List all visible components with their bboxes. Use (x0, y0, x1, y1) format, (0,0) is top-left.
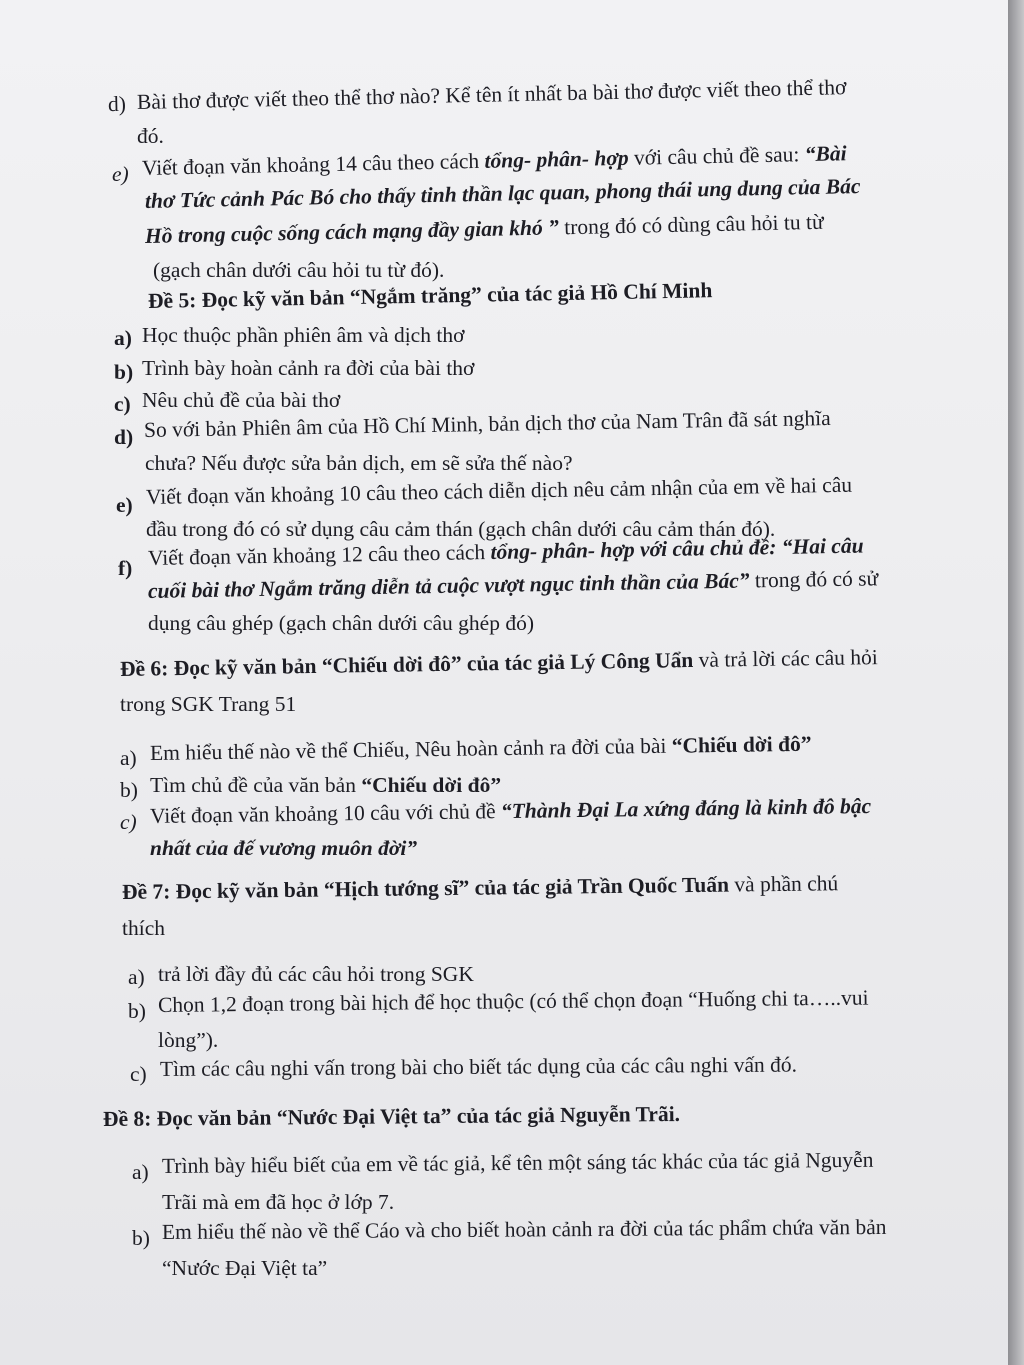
text-line: thích (122, 916, 165, 940)
text-line: Chọn 1,2 đoạn trong bài hịch để học thuộc (có thể chọn đoạn “Huống chi ta…..vui (157, 985, 869, 1017)
item-marker: e) (116, 493, 133, 517)
section-heading-de7 (122, 867, 839, 909)
page-edge-shadow (1008, 0, 1024, 1365)
item-marker: c) (114, 392, 131, 416)
text-line (150, 728, 812, 770)
text-line: Trình bày hoàn cảnh ra đời của bài thơ (142, 356, 475, 380)
text-span-emphasis: “Bài (804, 141, 847, 167)
text-line: chưa? Nếu được sửa bản dịch, em sẽ sửa thế nào? (145, 451, 573, 475)
text-span: Em hiểu thế nào về thể Chiếu, Nêu hoàn cảnh ra đời của bài (149, 733, 672, 765)
text-line: trong SGK Trang 51 (120, 692, 297, 716)
item-marker: b) (114, 360, 134, 384)
text-span-emphasis: “Chiếu dời đô” (361, 773, 502, 797)
text-line: “Nước Đại Việt ta” (162, 1256, 328, 1280)
item-marker: b) (120, 778, 138, 802)
heading-span: và trả lời các câu hỏi (693, 645, 878, 672)
item-marker: b) (132, 1226, 150, 1250)
text-span-emphasis: “Thành Đại La xứng đáng là kinh đô bậc (500, 793, 872, 824)
text-line: Trãi mà em đã học ở lớp 7. (162, 1190, 395, 1214)
item-marker: a) (128, 965, 145, 989)
text-line: Trình bày hiểu biết của em về tác giả, kể tên một sáng tác khác của tác giả Nguyễn (161, 1147, 874, 1178)
heading-span: Đề 5: Đọc kỹ văn bản “Ngắm trăng” của tác giả (147, 280, 591, 313)
item-marker: d) (114, 425, 134, 449)
text-line: Nêu chủ đề của bài thơ (142, 388, 341, 412)
text-line: trả lời đầy đủ các câu hỏi trong SGK (158, 962, 474, 986)
text-line: lòng”). (158, 1028, 219, 1052)
heading-span: và phần chú (728, 871, 839, 897)
text-line: Học thuộc phần phiên âm và dịch thơ (142, 323, 465, 347)
text-line: So với bản Phiên âm của Hồ Chí Minh, bản dịch thơ của Nam Trân đã sát nghĩa (143, 406, 831, 442)
item-marker: b) (128, 999, 146, 1023)
text-line (137, 71, 847, 119)
text-line: nhất của đế vương muôn đời” (150, 836, 418, 860)
item-marker: d) (107, 91, 127, 117)
text-line: Em hiểu thế nào về thể Cáo và cho biết hoàn cảnh ra đời của tác phẩm chứa văn bản (161, 1214, 887, 1244)
text-line (137, 120, 164, 153)
text-span-emphasis: tổng- phân- hợp (484, 145, 629, 173)
text-line: Viết đoạn văn khoảng 10 câu theo cách diễn dịch nêu cảm nhận của em về hai câu (145, 472, 853, 509)
text-span-emphasis: “Chiếu dời đô” (671, 731, 812, 758)
section-heading-de8: Đề 8: Đọc văn bản “Nước Đại Việt ta” của tác giả Nguyễn Trãi. (102, 1101, 681, 1131)
item-marker: c) (130, 1062, 147, 1086)
heading-span: Đề 7: Đọc kỹ văn bản “Hịch tướng sĩ” của tác giả Trần Quốc Tuấn (121, 872, 730, 904)
text-line: Tìm các câu nghi vấn trong bài cho biết tác dụng của các câu nghi vấn đó. (159, 1052, 798, 1081)
text-span: Viết đoạn văn khoảng 10 câu với chủ đề (149, 799, 502, 828)
text-line: đầu trong đó có sử dụng câu cảm thán (gạch chân dưới câu cảm thán đó). (146, 517, 776, 541)
item-marker: a) (114, 326, 132, 350)
item-marker: e) (112, 162, 129, 186)
text-line: (gạch chân dưới câu hỏi tu từ đó). (153, 258, 445, 282)
text-span-emphasis: cuối bài thơ Ngắm trăng diễn tả cuộc vượt ngục tinh thần của Bác” (147, 568, 750, 603)
section-heading-de6 (120, 641, 878, 686)
text-line: thơ Tức cảnh Pác Bó cho thấy tinh thần lạc quan, phong thái ung dung của Bác (144, 174, 861, 213)
text-span: Viết đoạn văn khoảng 12 câu theo cách (147, 540, 491, 570)
heading-span: Đề 6: Đọc kỹ văn bản “Chiếu dời đô” của tác giả Lý Công Uẩn (119, 647, 694, 681)
text-span: với câu chủ đề sau: (628, 142, 806, 170)
item-marker: f) (118, 556, 133, 580)
text-span-emphasis: Hồ trong cuộc sống cách mạng đầy gian khó ” (144, 215, 560, 248)
text-line: dụng câu ghép (gạch chân dưới câu ghép đó) (148, 611, 534, 635)
text-span: trong đó có dùng câu hỏi tu từ (558, 209, 824, 240)
text-span: Tìm chủ đề của văn bản (150, 773, 362, 797)
text-span-emphasis: tổng- phân- hợp với câu chủ đề: “Hai câu (490, 533, 864, 565)
text-span: trong đó có sử (749, 566, 879, 593)
text-span: đó. (137, 124, 164, 148)
item-marker: c) (120, 810, 137, 834)
text-span: Bài thơ được viết theo thể thơ nào? Kể tên ít nhất ba bài thơ được viết theo thể thơ (136, 75, 847, 114)
item-marker: a) (120, 746, 137, 770)
heading-span: Hồ Chí Minh (590, 278, 713, 305)
text-span: Viết đoạn văn khoảng 14 câu theo cách (141, 148, 485, 180)
item-marker: a) (132, 1160, 149, 1184)
